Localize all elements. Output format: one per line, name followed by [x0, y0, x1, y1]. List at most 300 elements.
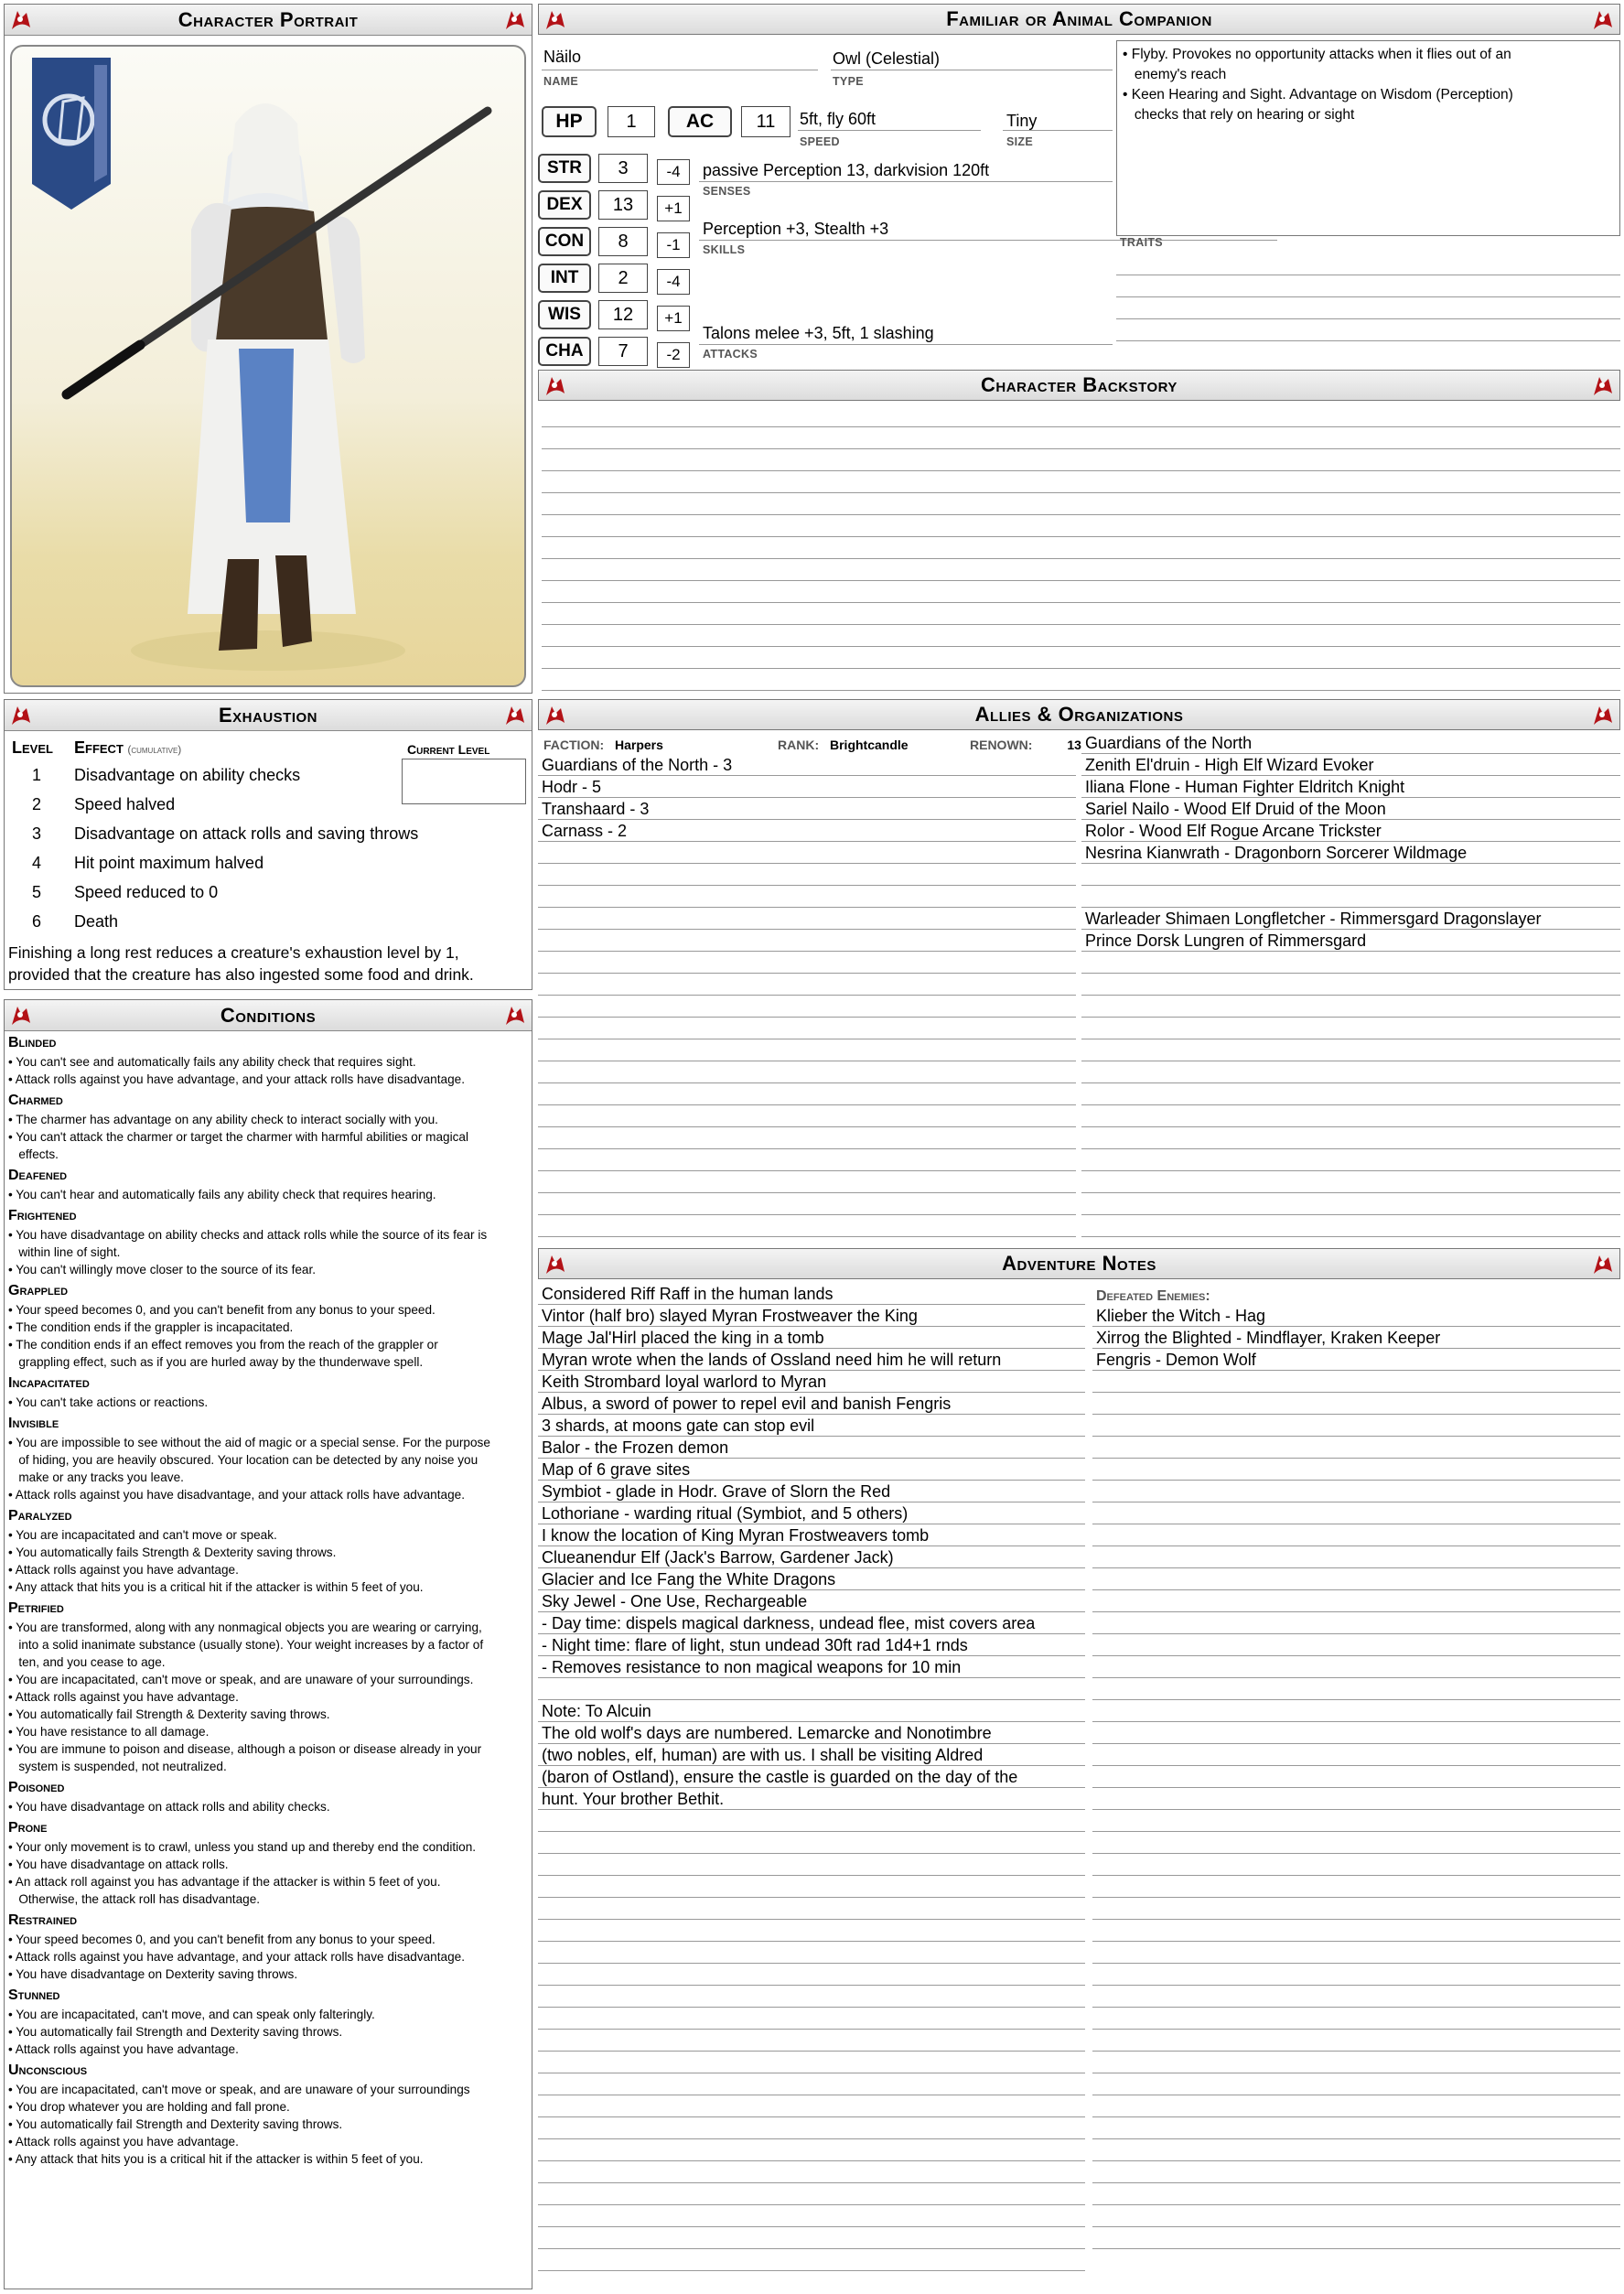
condition-name: Invisible — [8, 1416, 59, 1431]
note-row[interactable] — [538, 1854, 1085, 1876]
note-row[interactable]: - Night time: flare of light, stun undead 30ft rad 1d4+1 rnds — [538, 1634, 1085, 1656]
defeated-enemy-row[interactable] — [1092, 2205, 1620, 2227]
note-row[interactable] — [538, 2095, 1085, 2117]
condition-block — [8, 1820, 526, 1908]
defeated-enemy-row[interactable] — [1092, 1393, 1620, 1415]
dragon-icon — [1590, 1252, 1616, 1277]
defeated-enemy-row[interactable] — [1092, 1612, 1620, 1634]
condition-rule: • You automatically fail Strength and Dexterity saving throws. — [8, 2025, 343, 2039]
note-row[interactable]: hunt. Your brother Bethit. — [538, 1788, 1085, 1810]
note-row[interactable] — [538, 1810, 1085, 1832]
ally-right-row[interactable] — [1081, 1018, 1620, 1039]
condition-block — [8, 1987, 526, 2058]
current-level-label: Current Level — [407, 742, 490, 757]
ability-label: STR — [538, 154, 591, 183]
exhaustion-note-2: provided that the creature has also ingested some food and drink. — [8, 965, 474, 984]
defeated-enemy-row[interactable] — [1092, 1810, 1620, 1832]
defeated-enemy-row[interactable] — [1092, 1964, 1620, 1986]
ability-modifier[interactable]: -1 — [657, 232, 690, 258]
defeated-enemy-row[interactable] — [1092, 2073, 1620, 2095]
ability-score[interactable]: 8 — [598, 227, 648, 256]
rank-label: RANK: — [778, 738, 820, 752]
ability-score[interactable]: 13 — [598, 190, 648, 220]
familiar-size[interactable]: Tiny — [1006, 112, 1038, 130]
exhaustion-level-number: 3 — [32, 824, 42, 843]
backstory-line[interactable] — [542, 602, 1620, 603]
ally-left-row[interactable] — [538, 864, 1076, 886]
ally-right-row[interactable]: Iliana Flone - Human Fighter Eldritch Knight — [1081, 776, 1620, 798]
ally-left-row[interactable] — [538, 1127, 1076, 1149]
trait-line: • Flyby. Provokes no opportunity attacks when it flies out of an — [1123, 47, 1511, 62]
note-row[interactable]: Sky Jewel - One Use, Rechargeable — [538, 1590, 1085, 1612]
note-row[interactable]: Symbiot - glade in Hodr. Grave of Slorn the Red — [538, 1481, 1085, 1502]
note-row[interactable] — [538, 1942, 1085, 1964]
note-row[interactable] — [538, 2249, 1085, 2271]
exhaustion-level-number: 1 — [32, 766, 42, 784]
note-row[interactable]: 3 shards, at moons gate can stop evil — [538, 1415, 1085, 1437]
name-label: NAME — [543, 75, 579, 88]
defeated-enemy-row[interactable] — [1092, 1986, 1620, 2008]
familiar-attacks[interactable]: Talons melee +3, 5ft, 1 slashing — [703, 324, 934, 342]
condition-rule: effects. — [8, 1147, 59, 1161]
exhaustion-note-1: Finishing a long rest reduces a creature's exhaustion level by 1, — [8, 943, 459, 962]
backstory-line[interactable] — [542, 624, 1620, 625]
ally-right-row[interactable] — [1081, 1083, 1620, 1105]
exhaustion-header — [5, 700, 532, 731]
note-row[interactable] — [538, 2139, 1085, 2161]
traits-box[interactable] — [1116, 40, 1620, 236]
condition-rule: within line of sight. — [8, 1245, 121, 1259]
ally-right-row[interactable] — [1081, 1105, 1620, 1127]
condition-block — [8, 1508, 526, 1596]
notes-title: Adventure Notes — [1002, 1252, 1156, 1275]
allies-title: Allies & Organizations — [974, 703, 1184, 726]
ally-left-row[interactable] — [538, 908, 1076, 930]
condition-rule: • The charmer has advantage on any ability check to interact socially with you. — [8, 1113, 438, 1126]
ally-right-row[interactable] — [1081, 1171, 1620, 1193]
dragon-icon — [1590, 373, 1616, 399]
ally-left-row[interactable] — [538, 1105, 1076, 1127]
attacks-label: ATTACKS — [703, 348, 758, 361]
condition-rule: • Attack rolls against you have advantage. — [8, 2135, 239, 2149]
ally-left-row[interactable] — [538, 974, 1076, 996]
ally-right-row[interactable]: Rolor - Wood Elf Rogue Arcane Trickster — [1081, 820, 1620, 842]
defeated-enemy-row[interactable] — [1092, 1415, 1620, 1437]
note-row[interactable] — [538, 2183, 1085, 2205]
ally-right-row[interactable] — [1081, 864, 1620, 886]
portrait-header — [5, 5, 532, 36]
backstory-line[interactable] — [542, 426, 1620, 427]
note-row[interactable]: Note: To Alcuin — [538, 1700, 1085, 1722]
condition-rule: • You have resistance to all damage. — [8, 1725, 210, 1739]
defeated-enemy-row[interactable] — [1092, 1854, 1620, 1876]
exhaustion-level-effect: Speed halved — [74, 795, 176, 813]
exhaustion-level-number: 5 — [32, 883, 42, 901]
allies-panel — [538, 699, 1620, 1239]
backstory-line[interactable] — [542, 558, 1620, 559]
trait-line: enemy's reach — [1123, 67, 1227, 82]
traits-label: TRAITS — [1120, 236, 1163, 249]
dragon-icon — [1590, 7, 1616, 33]
level-header: Level — [12, 738, 53, 757]
note-row[interactable]: Albus, a sword of power to repel evil and banish Fengris — [538, 1393, 1085, 1415]
condition-rule: • You are incapacitated, can't move or speak, and are unaware of your surroundings. — [8, 1673, 474, 1686]
familiar-panel — [538, 4, 1620, 364]
ally-right-row[interactable] — [1081, 1215, 1620, 1237]
ally-right-row[interactable]: Nesrina Kianwrath - Dragonborn Sorcerer Wildmage — [1081, 842, 1620, 864]
condition-name: Charmed — [8, 1093, 63, 1108]
ally-left-row[interactable] — [538, 1083, 1076, 1105]
condition-rule: • You have disadvantage on ability checks and attack rolls while the source of its fear is — [8, 1228, 488, 1242]
condition-rule: • Your only movement is to crawl, unless you stand up and thereby end the condition. — [8, 1840, 477, 1854]
familiar-title: Familiar or Animal Companion — [946, 7, 1212, 30]
condition-rule: • You automatically fail Strength and Dexterity saving throws. — [8, 2117, 343, 2131]
ability-score[interactable]: 12 — [598, 300, 648, 329]
allies-header — [538, 699, 1620, 730]
condition-block — [8, 1600, 526, 1775]
condition-rule: • Your speed becomes 0, and you can't benefit from any bonus to your speed. — [8, 1303, 436, 1317]
backstory-line[interactable] — [542, 514, 1620, 515]
familiar-senses[interactable]: passive Perception 13, darkvision 120ft — [703, 161, 990, 179]
note-row[interactable]: Glacier and Ice Fang the White Dragons — [538, 1568, 1085, 1590]
condition-rule: • Attack rolls against you have disadvantage, and your attack rolls have advantage. — [8, 1488, 465, 1502]
ally-left-row[interactable] — [538, 930, 1076, 952]
defeated-enemy-row[interactable] — [1092, 1459, 1620, 1481]
ally-left-row[interactable]: Transhaard - 3 — [538, 798, 1076, 820]
familiar-skills[interactable]: Perception +3, Stealth +3 — [703, 220, 889, 238]
ally-right-row[interactable] — [1081, 1193, 1620, 1215]
trait-line: checks that rely on hearing or sight — [1123, 107, 1355, 123]
cumulative-note: (cumulative) — [127, 743, 182, 756]
ally-right-row[interactable]: Warleader Shimaen Longfletcher - Rimmersgard Dragonslayer — [1081, 908, 1620, 930]
ability-label: WIS — [538, 300, 591, 329]
defeated-enemy-row[interactable] — [1092, 1546, 1620, 1568]
ally-right-row[interactable] — [1081, 1039, 1620, 1061]
condition-name: Incapacitated — [8, 1375, 90, 1391]
defeated-enemy-row[interactable] — [1092, 1700, 1620, 1722]
defeated-enemy-row[interactable] — [1092, 2139, 1620, 2161]
note-row[interactable]: I know the location of King Myran Frostweavers tomb — [538, 1524, 1085, 1546]
ally-left-row[interactable] — [538, 1149, 1076, 1171]
condition-block — [8, 1375, 526, 1411]
condition-rule: • You are incapacitated, can't move or speak, and are unaware of your surroundings — [8, 2083, 470, 2096]
ability-score[interactable]: 2 — [598, 264, 648, 293]
backstory-line[interactable] — [542, 690, 1620, 691]
note-row[interactable]: - Removes resistance to non magical weapons for 10 min — [538, 1656, 1085, 1678]
note-row[interactable] — [538, 2161, 1085, 2183]
dragon-icon — [8, 7, 34, 33]
defeated-enemy-row[interactable] — [1092, 1371, 1620, 1393]
condition-rule: • Attack rolls against you have advantage. — [8, 2042, 239, 2056]
defeated-enemy-row[interactable]: Klieber the Witch - Hag — [1092, 1305, 1620, 1327]
note-row[interactable]: The old wolf's days are numbered. Lemarcke and Nonotimbre — [538, 1722, 1085, 1744]
note-row[interactable]: Lothoriane - warding ritual (Symbiot, and 5 others) — [538, 1502, 1085, 1524]
defeated-enemy-row[interactable] — [1092, 1524, 1620, 1546]
backstory-line[interactable] — [542, 668, 1620, 669]
ability-modifier[interactable]: -2 — [657, 342, 690, 368]
ability-modifier[interactable]: +1 — [657, 196, 690, 221]
defeated-enemy-row[interactable] — [1092, 1920, 1620, 1942]
condition-block — [8, 1912, 526, 1983]
ally-left-row[interactable]: Guardians of the North - 3 — [538, 754, 1076, 776]
note-row[interactable] — [538, 2227, 1085, 2249]
defeated-enemy-row[interactable] — [1092, 1898, 1620, 1920]
defeated-enemy-row[interactable] — [1092, 2052, 1620, 2073]
defeated-enemy-row[interactable]: Fengris - Demon Wolf — [1092, 1349, 1620, 1371]
condition-name: Blinded — [8, 1035, 57, 1050]
dragon-icon — [543, 1252, 568, 1277]
note-row[interactable] — [538, 1898, 1085, 1920]
condition-block — [8, 1416, 526, 1503]
dragon-icon — [543, 7, 568, 33]
note-row[interactable]: Keith Strombard loyal warlord to Myran — [538, 1371, 1085, 1393]
ability-label: DEX — [538, 190, 591, 220]
familiar-header — [538, 4, 1620, 35]
condition-rule: • You can't take actions or reactions. — [8, 1395, 209, 1409]
backstory-line[interactable] — [542, 580, 1620, 581]
rank-value[interactable]: Brightcandle — [830, 738, 909, 752]
defeated-enemy-row[interactable] — [1092, 1568, 1620, 1590]
faction-value[interactable]: Harpers — [615, 738, 663, 752]
condition-rule: • Attack rolls against you have advantage, and your attack rolls have disadvantage. — [8, 1072, 465, 1086]
condition-rule: make or any tracks you leave. — [8, 1470, 184, 1484]
ally-left-row[interactable] — [538, 1193, 1076, 1215]
ally-right-row[interactable] — [1081, 952, 1620, 974]
condition-rule: • You automatically fail Strength & Dexterity saving throws. — [8, 1707, 330, 1721]
backstory-line[interactable] — [542, 470, 1620, 471]
condition-rule: • You can't willingly move closer to the source of its fear. — [8, 1263, 317, 1276]
note-row[interactable]: Considered Riff Raff in the human lands — [538, 1283, 1085, 1305]
defeated-enemy-row[interactable] — [1092, 1437, 1620, 1459]
condition-rule: into a solid inanimate substance (usually stone). Your weight increases by a factor of — [8, 1638, 484, 1652]
ac-value[interactable]: 11 — [741, 106, 790, 137]
condition-name: Unconscious — [8, 2062, 88, 2078]
ally-left-row[interactable] — [538, 1039, 1076, 1061]
ally-right-row[interactable]: Zenith El'druin - High Elf Wizard Evoker — [1081, 754, 1620, 776]
note-row[interactable]: - Day time: dispels magical darkness, undead flee, mist covers area — [538, 1612, 1085, 1634]
condition-rule: • You can't see and automatically fails any ability check that requires sight. — [8, 1055, 416, 1069]
condition-rule: • Your speed becomes 0, and you can't benefit from any bonus to your speed. — [8, 1933, 436, 1946]
dragon-icon — [502, 7, 528, 33]
defeated-enemy-row[interactable] — [1092, 2227, 1620, 2249]
ability-modifier[interactable]: -4 — [657, 269, 690, 295]
ally-right-row[interactable] — [1081, 1127, 1620, 1149]
ally-left-row[interactable] — [538, 1018, 1076, 1039]
note-row[interactable]: Vintor (half bro) slayed Myran Frostweaver the King — [538, 1305, 1085, 1327]
defeated-enemy-row[interactable] — [1092, 1722, 1620, 1744]
condition-block — [8, 2062, 526, 2168]
note-row[interactable] — [538, 2052, 1085, 2073]
defeated-enemy-row[interactable] — [1092, 1481, 1620, 1502]
ally-right-row[interactable] — [1081, 996, 1620, 1018]
defeated-enemy-row[interactable]: Xirrog the Blighted - Mindflayer, Kraken Keeper — [1092, 1327, 1620, 1349]
ally-right-row[interactable] — [1081, 886, 1620, 908]
condition-block — [8, 1168, 526, 1203]
portrait-image — [10, 45, 526, 687]
familiar-speed[interactable]: 5ft, fly 60ft — [800, 110, 877, 128]
defeated-enemy-row[interactable] — [1092, 1766, 1620, 1788]
note-row[interactable] — [538, 1876, 1085, 1898]
ability-label: CON — [538, 227, 591, 256]
condition-name: Frightened — [8, 1208, 77, 1223]
condition-name: Petrified — [8, 1600, 64, 1616]
notes-panel — [538, 1248, 1620, 2291]
defeated-enemy-row[interactable] — [1092, 2008, 1620, 2030]
note-row[interactable]: Map of 6 grave sites — [538, 1459, 1085, 1481]
ally-left-row[interactable] — [538, 842, 1076, 864]
ally-right-row[interactable] — [1081, 974, 1620, 996]
hp-value[interactable]: 1 — [608, 106, 655, 137]
portrait-panel — [4, 4, 532, 694]
defeated-enemy-row[interactable] — [1092, 2161, 1620, 2183]
ally-left-row[interactable]: Carnass - 2 — [538, 820, 1076, 842]
renown-value[interactable]: 13 — [1067, 738, 1081, 752]
defeated-enemy-row[interactable] — [1092, 1876, 1620, 1898]
condition-rule: Otherwise, the attack roll has disadvantage. — [8, 1892, 261, 1906]
ally-left-row[interactable] — [538, 952, 1076, 974]
exhaustion-level-effect: Hit point maximum halved — [74, 854, 264, 872]
defeated-enemy-row[interactable] — [1092, 1590, 1620, 1612]
ability-score[interactable]: 3 — [598, 154, 648, 183]
note-row[interactable]: Clueanendur Elf (Jack's Barrow, Gardener Jack) — [538, 1546, 1085, 1568]
ally-right-row[interactable]: Guardians of the North — [1081, 732, 1620, 754]
renown-label: RENOWN: — [970, 738, 1033, 752]
ac-label: AC — [668, 106, 732, 137]
defeated-enemy-row[interactable] — [1092, 1634, 1620, 1656]
defeated-enemies-label: Defeated Enemies: — [1096, 1288, 1210, 1304]
portrait-title: Character Portrait — [177, 7, 359, 31]
ally-left-row[interactable] — [538, 1215, 1076, 1237]
note-row[interactable] — [538, 2117, 1085, 2139]
skills-label: SKILLS — [703, 243, 746, 256]
backstory-line[interactable] — [542, 646, 1620, 647]
traits-list — [1123, 45, 1614, 125]
ally-right-row[interactable]: Prince Dorsk Lungren of Rimmersgard — [1081, 930, 1620, 952]
defeated-enemy-row[interactable] — [1092, 2095, 1620, 2117]
condition-name: Poisoned — [8, 1780, 65, 1795]
note-row[interactable] — [538, 2205, 1085, 2227]
condition-rule: system is suspended, not neutralized. — [8, 1760, 227, 1773]
condition-rule: ten, and you cease to age. — [8, 1655, 166, 1669]
defeated-enemy-row[interactable] — [1092, 1788, 1620, 1810]
note-row[interactable] — [538, 2008, 1085, 2030]
defeated-enemy-row[interactable] — [1092, 1832, 1620, 1854]
ally-left-row[interactable] — [538, 1061, 1076, 1083]
ally-right-row[interactable] — [1081, 1061, 1620, 1083]
exhaustion-level-effect: Speed reduced to 0 — [74, 883, 219, 901]
condition-rule: • You are immune to poison and disease, although a poison or disease already in your — [8, 1742, 482, 1756]
condition-rule: • The condition ends if an effect removes you from the reach of the grappler or — [8, 1338, 438, 1352]
defeated-enemy-row[interactable] — [1092, 2117, 1620, 2139]
note-row[interactable]: (two nobles, elf, human) are with us. I shall be visiting Aldred — [538, 1744, 1085, 1766]
condition-name: Grappled — [8, 1283, 69, 1298]
ally-left-row[interactable] — [538, 1171, 1076, 1193]
elf-figure-illustration — [12, 47, 526, 687]
ally-right-row[interactable] — [1081, 1149, 1620, 1171]
senses-label: SENSES — [703, 185, 751, 198]
condition-rule: grappling effect, such as if you are hurled away by the thunderwave spell. — [8, 1355, 424, 1369]
defeated-enemy-row[interactable] — [1092, 2030, 1620, 2052]
condition-rule: • Attack rolls against you have advantage. — [8, 1563, 239, 1577]
condition-rule: • An attack roll against you has advantage if the attacker is within 5 feet of you. — [8, 1875, 441, 1889]
defeated-enemy-row[interactable] — [1092, 1942, 1620, 1964]
condition-name: Deafened — [8, 1168, 68, 1183]
conditions-header — [5, 1000, 532, 1031]
note-row[interactable] — [538, 1920, 1085, 1942]
conditions-title: Conditions — [220, 1003, 317, 1027]
ally-left-row[interactable] — [538, 996, 1076, 1018]
condition-block — [8, 1035, 526, 1088]
exhaustion-level-effect: Death — [74, 912, 119, 931]
ability-label: CHA — [538, 337, 591, 366]
exhaustion-level-effect: Disadvantage on attack rolls and saving throws — [74, 824, 419, 843]
defeated-enemy-row[interactable] — [1092, 2183, 1620, 2205]
note-row[interactable]: (baron of Ostland), ensure the castle is guarded on the day of the — [538, 1766, 1085, 1788]
size-label: SIZE — [1006, 135, 1033, 148]
type-label: TYPE — [833, 75, 864, 88]
condition-rule: • You have disadvantage on attack rolls. — [8, 1858, 229, 1871]
dragon-icon — [8, 1003, 34, 1029]
familiar-type[interactable]: Owl (Celestial) — [833, 49, 941, 68]
condition-rule: • You are incapacitated, can't move, and can speak only falteringly. — [8, 2008, 375, 2021]
note-row[interactable] — [538, 1986, 1085, 2008]
defeated-enemy-row[interactable] — [1092, 1502, 1620, 1524]
defeated-enemy-row[interactable] — [1092, 1744, 1620, 1766]
exhaustion-level-number: 2 — [32, 795, 42, 813]
note-row[interactable]: Myran wrote when the lands of Ossland need him he will return — [538, 1349, 1085, 1371]
dragon-icon — [8, 703, 34, 728]
condition-block — [8, 1093, 526, 1163]
condition-rule: • Attack rolls against you have advantage, and your attack rolls have disadvantage. — [8, 1950, 465, 1964]
trait-line: • Keen Hearing and Sight. Advantage on Wisdom (Perception) — [1123, 87, 1513, 102]
backstory-line[interactable] — [542, 448, 1620, 449]
backstory-line[interactable] — [542, 492, 1620, 493]
hp-label: HP — [542, 106, 597, 137]
note-row[interactable] — [538, 1678, 1085, 1700]
condition-rule: • You automatically fails Strength & Dexterity saving throws. — [8, 1545, 337, 1559]
backstory-header — [538, 370, 1620, 401]
dragon-icon — [502, 703, 528, 728]
note-row[interactable] — [538, 2030, 1085, 2052]
note-row[interactable] — [538, 1964, 1085, 1986]
condition-block — [8, 1208, 526, 1278]
ability-score[interactable]: 7 — [598, 337, 648, 366]
defeated-enemy-row[interactable] — [1092, 1656, 1620, 1678]
condition-rule: • You drop whatever you are holding and fall prone. — [8, 2100, 290, 2114]
defeated-enemy-row[interactable] — [1092, 1678, 1620, 1700]
familiar-name[interactable]: Näilo — [543, 48, 582, 66]
note-row[interactable]: Balor - the Frozen demon — [538, 1437, 1085, 1459]
exhaustion-title: Exhaustion — [218, 703, 317, 727]
dragon-icon — [1590, 703, 1616, 728]
backstory-line[interactable] — [542, 536, 1620, 537]
ability-modifier[interactable]: +1 — [657, 306, 690, 331]
condition-block — [8, 1283, 526, 1371]
current-level-box[interactable] — [402, 759, 526, 804]
condition-rule: • Any attack that hits you is a critical hit if the attacker is within 5 feet of you. — [8, 2152, 424, 2166]
ally-left-row[interactable]: Hodr - 5 — [538, 776, 1076, 798]
note-row[interactable]: Mage Jal'Hirl placed the king in a tomb — [538, 1327, 1085, 1349]
condition-rule: • You can't attack the charmer or target the charmer with harmful abilities or magical — [8, 1130, 469, 1144]
speed-label: SPEED — [800, 135, 840, 148]
note-row[interactable] — [538, 1832, 1085, 1854]
ally-right-row[interactable]: Sariel Nailo - Wood Elf Druid of the Moon — [1081, 798, 1620, 820]
exhaustion-level-effect: Disadvantage on ability checks — [74, 766, 301, 784]
note-row[interactable] — [538, 2073, 1085, 2095]
ability-modifier[interactable]: -4 — [657, 159, 690, 185]
condition-name: Restrained — [8, 1912, 78, 1928]
ally-left-row[interactable] — [538, 886, 1076, 908]
